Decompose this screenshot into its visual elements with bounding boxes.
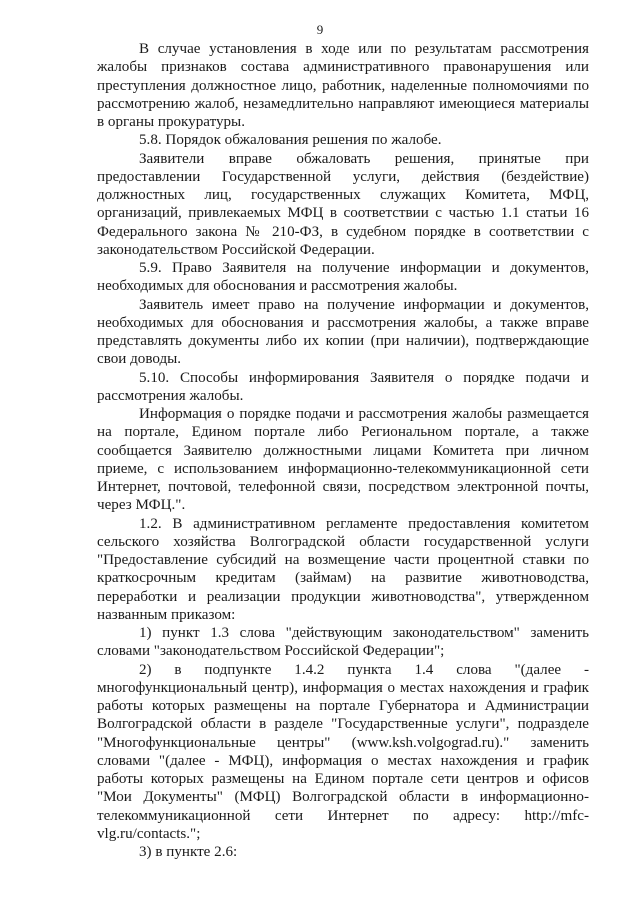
paragraph-5-10-heading: 5.10. Способы информирования Заявителя о порядке подачи и рассмотрения жалобы. xyxy=(97,369,589,404)
paragraph-item-2: 2) в подпункте 1.4.2 пункта 1.4 слова "(далее - многофункциональный центр), информация о местах нахождения и график работы которых размещены на портале Губернатора и Администрации Волгоградской области в разделе "Государственные услуги", подразделе "Многофункциональные центры" (www.ksh.volgograd.ru)." заменить словами "(далее - МФЦ), информация о местах нахождения и график работы которых размещены на Едином портале сети центров и офисов "Мои Документы" (МФЦ) Волгоградской области в информационно-телекоммуникационной сети Интернет по адресу: http://mfc-vlg.ru/contacts."; xyxy=(97,661,589,842)
paragraph-5-10-text: Информация о порядке подачи и рассмотрения жалобы размещается на портале, Едином портале либо Региональном портале, а также сообщается Заявителю должностными лицами Комитета при личном приеме, с использованием информационно-телекоммуникационной сети Интернет, почтовой, телефонной связи, посредством электронной почты, через МФЦ.". xyxy=(97,406,589,514)
paragraph-item-1: 1) пункт 1.3 слова "действующим законодательством" заменить словами "законодательством Российской Федерации"; xyxy=(97,625,589,660)
page-number: 9 xyxy=(316,22,324,37)
paragraph-5-8-text: Заявители вправе обжаловать решения, принятые при предоставлении Государственной услуги, действия (бездействие) должностных лиц, государственных служащих Комитета, МФЦ, организаций, привлекаемых МФЦ в соответствии с частью 1.1 статьи 16 Федерального закона № 210-ФЗ, в судебном порядке в соответствии с законодательством Российской Федерации. xyxy=(97,150,589,258)
paragraph-5-9-heading: 5.9. Право Заявителя на получение информации и документов, необходимых для обоснования и рассмотрения жалобы. xyxy=(97,260,589,295)
document-body xyxy=(97,40,589,861)
paragraph-5-8-heading: 5.8. Порядок обжалования решения по жалобе. xyxy=(139,132,442,149)
paragraph-item-3: 3) в пункте 2.6: xyxy=(139,844,238,860)
paragraph-5-9-text: Заявитель имеет право на получение информации и документов, необходимых для обоснования и рассмотрения жалобы, а также вправе представлять документы либо их копии (при наличии), подтверждающие свои доводы. xyxy=(97,296,589,368)
paragraph-1-2-text: 1.2. В административном регламенте предоставления комитетом сельского хозяйства Волгоградской области государственной услуги "Предоставление субсидий на возмещение части процентной ставки по краткосрочным кредитам (займам) на развитие животноводства, переработки и реализации продукции животноводства", утвержденном названным приказом: xyxy=(97,515,589,623)
paragraph-prosecutor-referral: В случае установления в ходе или по результатам рассмотрения жалобы признаков состава административного правонарушения или преступления должностное лицо, работник, наделенные полномочиями по рассмотрению жалоб, незамедлительно направляют имеющиеся материалы в органы прокуратуры. xyxy=(97,41,589,130)
